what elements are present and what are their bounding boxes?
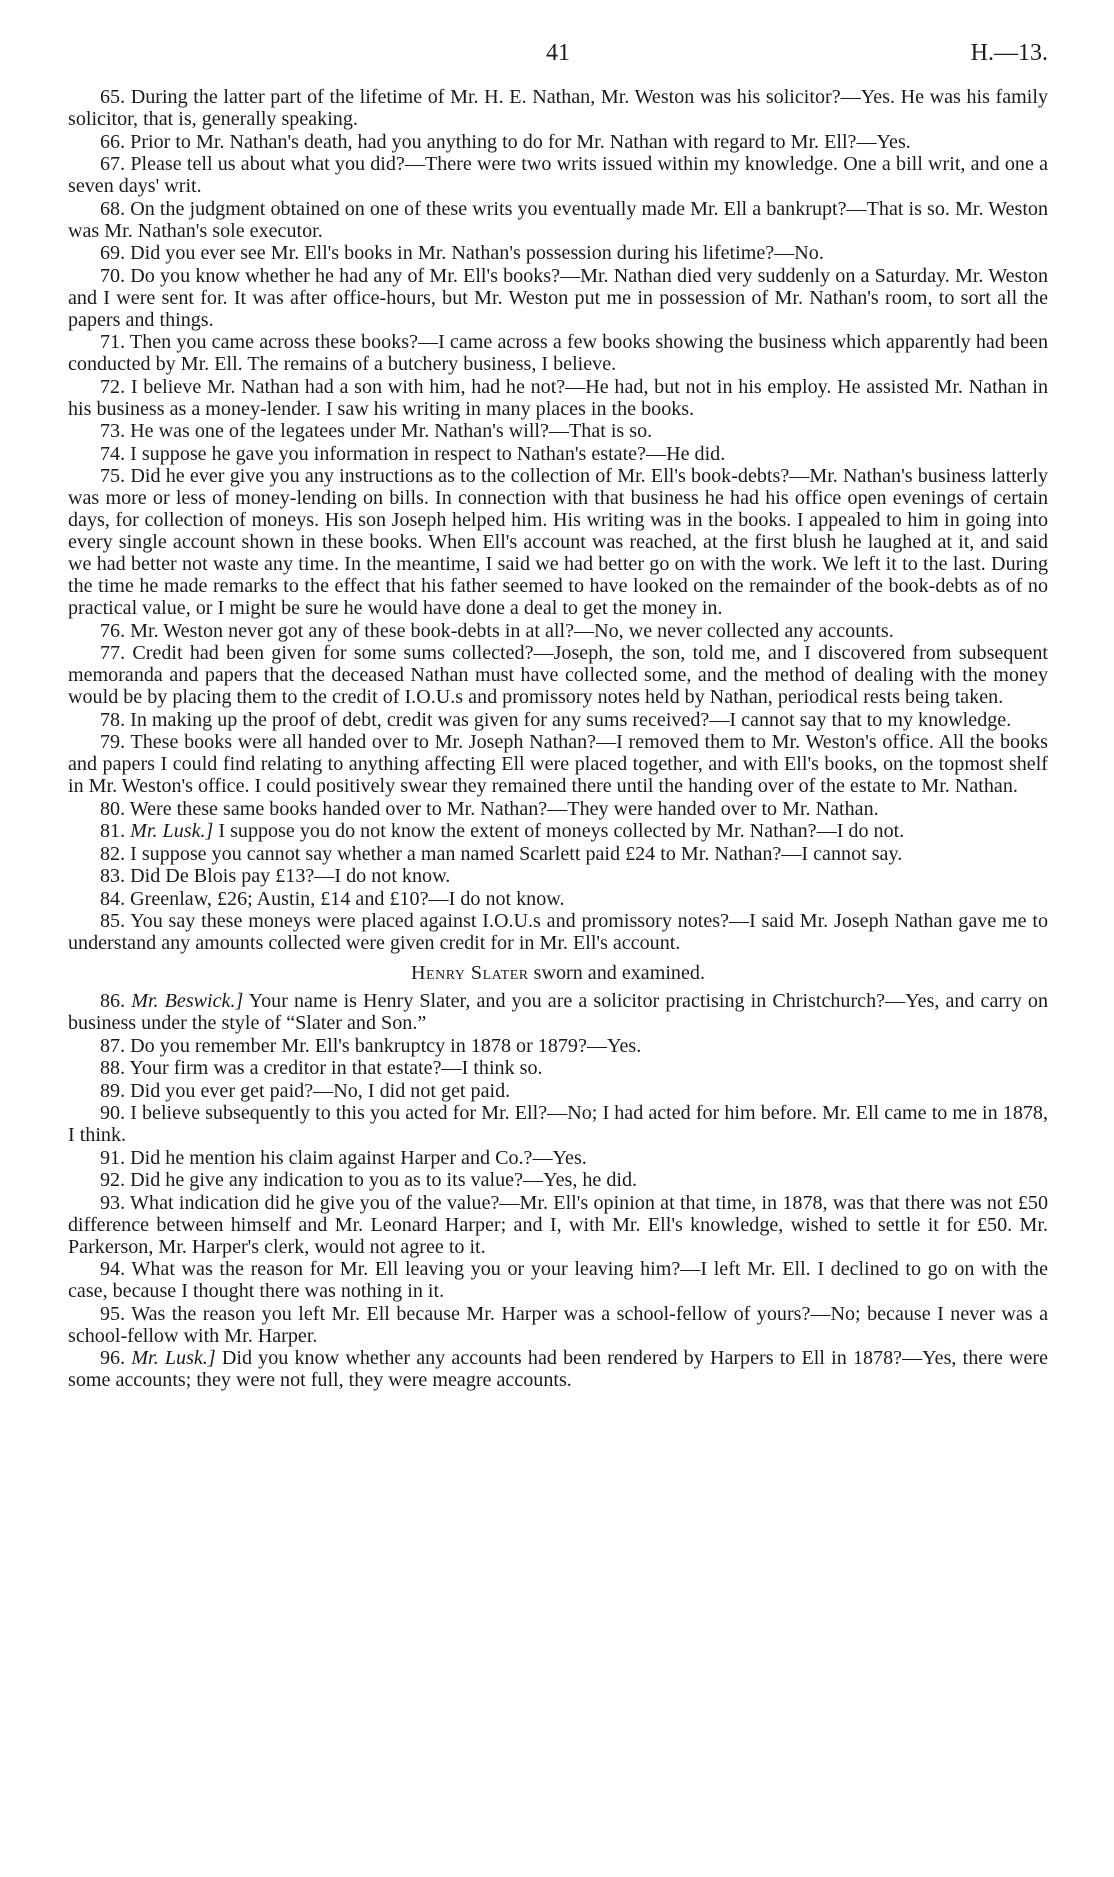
- paragraph-91: 91. Did he mention his claim against Harper and Co.?—Yes.: [100, 1146, 587, 1169]
- paragraph-70: 70. Do you know whether he had any of Mr. Ell's books?—Mr. Nathan died very suddenly on a Saturday. Mr. Weston and I were sent for. It was after office-hours, but Mr. Weston put me in possession of Mr. Nathan's room, to sort all the papers and things.: [68, 264, 1048, 331]
- paragraph-80: 80. Were these same books handed over to Mr. Nathan?—They were handed over to Mr. Nathan.: [100, 797, 879, 820]
- page-number: 41: [546, 40, 570, 66]
- paragraph-68: 68. On the judgment obtained on one of these writs you eventually made Mr. Ell a bankrupt?—That is so. Mr. Weston was Mr. Nathan's sole executor.: [68, 197, 1048, 242]
- section-heading-suffix: sworn and examined.: [533, 962, 705, 984]
- paragraph-65: 65. During the latter part of the lifetime of Mr. H. E. Nathan, Mr. Weston was his solicitor?—Yes. He was his family solicitor, that is, generally speaking.: [68, 86, 1048, 130]
- paragraph-text: Did you know whether any accounts had been rendered by Harpers to Ell in 1878?—Yes, there were some accounts; they were not full, they were meagre accounts.: [68, 1347, 1048, 1391]
- paragraph-94: 94. What was the reason for Mr. Ell leaving you or your leaving him?—I left Mr. Ell. I declined to go on with the case, because I thought there was nothing in it.: [68, 1258, 1048, 1302]
- paragraph-text: Your name is Henry Slater, and you are a solicitor practising in Christchurch?—Yes, and carry on business under the style of “Slater and Son.”: [68, 990, 1048, 1034]
- paragraph-83: 83. Did De Blois pay £13?—I do not know.: [100, 865, 451, 887]
- paragraph-87: 87. Do you remember Mr. Ell's bankruptcy in 1878 or 1879?—Yes.: [100, 1034, 642, 1057]
- speaker-name: Mr. Lusk.]: [131, 1347, 216, 1369]
- paragraph-89: 89. Did you ever get paid?—No, I did not get paid.: [100, 1079, 511, 1102]
- paragraph-93: 93. What indication did he give you of the value?—Mr. Ell's opinion at that time, in 1878, was that there was not £50 difference between himself and Mr. Leonard Harper; and I, with Mr. Ell's knowledge, wished to settle it for £50. Mr. Parkerson, Mr. Harper's clerk, would not agree to it.: [68, 1191, 1048, 1258]
- paragraph-79: 79. These books were all handed over to Mr. Joseph Nathan?—I removed them to Mr. Weston's office. All the books and papers I could find relating to anything affecting Ell were placed together, and with Ell's books, on the topmost shelf in Mr. Weston's office. I could positively swear they remained there until the handing over of the estate to Mr. Nathan.: [68, 731, 1048, 797]
- paragraph-77: 77. Credit had been given for some sums collected?—Joseph, the son, told me, and I discovered from subsequent memoranda and papers that the deceased Nathan must have collected some, and the method of dealing with the money would be by placing them to the credit of I.O.U.s and promissory notes held by Nathan, periodical rests being taken.: [68, 642, 1048, 708]
- paragraph-71: 71. Then you came across these books?—I came across a few books showing the business which apparently had been conducted by Mr. Ell. The remains of a butchery business, I believe.: [68, 331, 1048, 375]
- paragraph-85: 85. You say these moneys were placed against I.O.U.s and promissory notes?—I said Mr. Joseph Nathan gave me to understand any amounts collected were given credit for in Mr. Ell's account.: [68, 910, 1048, 954]
- paragraph-92: 92. Did he give any indication to you as to its value?—Yes, he did.: [100, 1169, 638, 1191]
- section-heading: [68, 962, 1048, 984]
- paragraph-number: 81.: [100, 820, 126, 842]
- paragraph-76: 76. Mr. Weston never got any of these book-debts in at all?—No, we never collected any accounts.: [100, 619, 894, 642]
- paragraph-number: 96.: [100, 1347, 126, 1369]
- document-body: [68, 86, 1048, 1391]
- paragraph-95: 95. Was the reason you left Mr. Ell because Mr. Harper was a school-fellow of yours?—No; because I never was a school-fellow with Mr. Harper.: [68, 1302, 1048, 1347]
- paragraph-74: 74. I suppose he gave you information in respect to Nathan's estate?—He did.: [100, 442, 726, 465]
- paragraph-86: [68, 990, 1048, 1034]
- witness-name: Henry Slater: [411, 962, 529, 984]
- page-header: [68, 40, 1048, 86]
- paragraph-78: 78. In making up the proof of debt, credit was given for any sums received?—I cannot say that to my knowledge.: [100, 708, 1012, 731]
- paragraph-75: 75. Did he ever give you any instructions as to the collection of Mr. Ell's book-debts?—Mr. Nathan's business latterly was more or less of money-lending on bills. In connection with that business he had his office open evenings of certain days, for collection of moneys. His son Joseph helped him. His writing was in the books. I appealed to him in going into every single account shown in these books. When Ell's account was reached, at the first blush he laughed at it, and said we had better not waste any time. In the meantime, I said we had better go on with the work. We left it to the last. During the time he made remarks to the effect that his father seemed to have looked on the remainder of the book-debts as of no practical value, or I might be sure he would have done a deal to get the money in.: [68, 465, 1048, 619]
- paragraph-81: [68, 820, 1048, 842]
- paragraph-number: 86.: [100, 990, 126, 1012]
- document-code: H.—13.: [970, 40, 1048, 66]
- speaker-name: Mr. Beswick.]: [131, 990, 244, 1012]
- paragraph-96: [68, 1347, 1048, 1391]
- paragraph-69: 69. Did you ever see Mr. Ell's books in Mr. Nathan's possession during his lifetime?—No.: [100, 242, 824, 264]
- paragraph-88: 88. Your firm was a creditor in that estate?—I think so.: [100, 1057, 543, 1079]
- speaker-name: Mr. Lusk.]: [130, 820, 214, 842]
- document-page: [68, 40, 1048, 1391]
- paragraph-67: 67. Please tell us about what you did?—There were two writs issued within my knowledge. One a bill writ, and one a seven days' writ.: [68, 153, 1048, 197]
- paragraph-82: 82. I suppose you cannot say whether a man named Scarlett paid £24 to Mr. Nathan?—I cannot say.: [100, 842, 903, 865]
- paragraph-66: 66. Prior to Mr. Nathan's death, had you anything to do for Mr. Nathan with regard to Mr. Ell?—Yes.: [100, 130, 911, 153]
- paragraph-text: I suppose you do not know the extent of moneys collected by Mr. Nathan?—I do not.: [218, 820, 905, 842]
- paragraph-72: 72. I believe Mr. Nathan had a son with him, had he not?—He had, but not in his employ. He assisted Mr. Nathan in his business as a money-lender. I saw his writing in many places in the books.: [68, 375, 1048, 420]
- paragraph-73: 73. He was one of the legatees under Mr. Nathan's will?—That is so.: [100, 420, 653, 442]
- paragraph-84: 84. Greenlaw, £26; Austin, £14 and £10?—I do not know.: [100, 887, 565, 910]
- paragraph-90: 90. I believe subsequently to this you acted for Mr. Ell?—No; I had acted for him before. Mr. Ell came to me in 1878, I think.: [68, 1102, 1048, 1146]
